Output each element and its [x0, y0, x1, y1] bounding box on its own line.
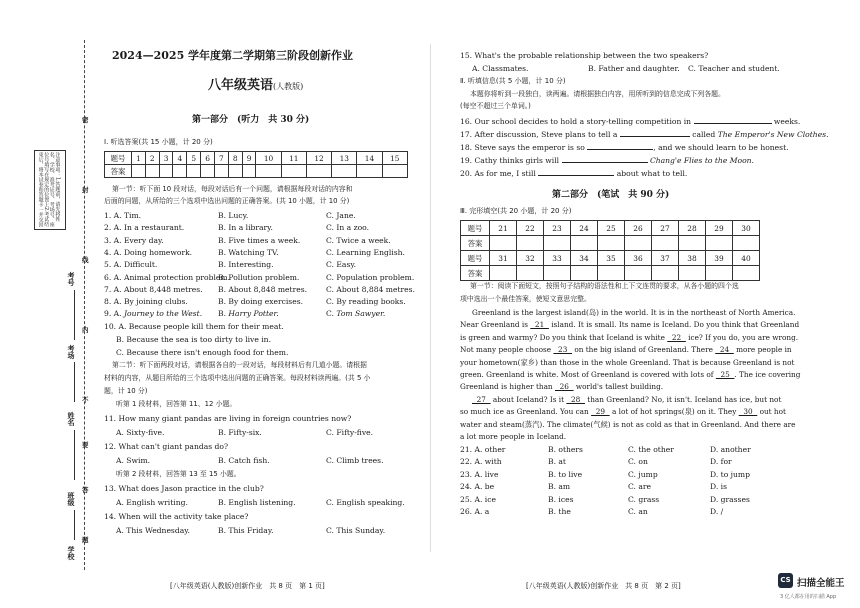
- option: 6. A. Animal protection problem.: [104, 272, 231, 282]
- question-13: 13. What does Jason practice in the club?: [104, 484, 264, 493]
- blank-18[interactable]: [587, 142, 653, 150]
- section1-heading: Ⅰ. 听选答案(共 15 小题，计 20 分): [104, 138, 213, 146]
- field-name-line: [74, 430, 75, 480]
- instruction: 第二节：听下面两段对话，请根据各自的一段对话，每段材料后有几道小题。请根据: [112, 361, 367, 369]
- instruction: 本题你将听到一段独白，读两遍。请根据独白内容，用所听到的信息完成下列各题。: [470, 90, 725, 98]
- option: D. for: [710, 457, 732, 467]
- instruction: (每空不超过三个单词。): [460, 102, 531, 110]
- question-9-c: C. Tom Sawyer.: [326, 309, 386, 318]
- option: B. About 8,848 metres.: [218, 284, 308, 294]
- option: 8. A. By joining clubs.: [104, 297, 188, 307]
- page-divider: [430, 44, 431, 552]
- passage-line: 27 about Iceland? Is it 28 than Greenland? No, it isn't. Iceland has ice, but not: [472, 394, 782, 404]
- option: C. on: [628, 457, 648, 467]
- question-9-b: B. Harry Potter.: [218, 309, 279, 318]
- option: B. Lucy.: [218, 211, 249, 220]
- option: A. Sixty-five.: [116, 428, 165, 437]
- option: B. Five times a week.: [218, 235, 301, 245]
- seal-char: 内: [82, 326, 89, 334]
- section3-heading: Ⅲ. 完形填空(共 20 小题，计 20 分): [460, 207, 572, 215]
- option: C. In a zoo.: [326, 223, 370, 233]
- page-title: 2024—2025 学年度第二学期第三阶段创新作业: [112, 49, 354, 62]
- table-row: 题号 21 22 23 24 25 26 27 28 29 30: [461, 221, 760, 236]
- option: B. Fifty-six.: [218, 428, 262, 437]
- fill-19: 19. Cathy thinks girls will Chang'e Flies to the Moon.: [460, 156, 754, 165]
- table-row: 答案: [461, 266, 760, 281]
- question-10-b: B. Because the sea is too dirty to live in.: [116, 335, 271, 344]
- option: B. Interesting.: [218, 260, 274, 270]
- option: C. This Sunday.: [326, 526, 386, 535]
- passage-line: your hometown(家乡) than those in the whole Greenland. That is because Greenland is not: [460, 357, 795, 367]
- cs-logo-icon: CS: [778, 573, 793, 588]
- option: C. Twice a week.: [326, 235, 391, 245]
- option: B. others: [548, 445, 583, 454]
- passage-line: so much ice as Greenland. You can 29 a lot of hot springs(泉) on it. They 30 out hot: [460, 407, 786, 417]
- option: 3. A. Every day.: [104, 235, 164, 245]
- option: C. are: [628, 482, 652, 492]
- instruction: 第一节：阅读下面短文，按照句子结构的语法性和上下文连贯的要求，从各小题的四个选: [470, 282, 739, 290]
- option: B. In a library.: [218, 223, 273, 233]
- option: B. the: [548, 507, 571, 516]
- table-row: 题号 1 2 3 4 5 6 7 8 9 10 11 12 13 14 15: [105, 152, 408, 165]
- option: 23. A. live: [460, 469, 499, 479]
- option: C. About 8,884 metres.: [326, 284, 415, 294]
- cloze-blank[interactable]: 28: [566, 394, 585, 404]
- option: C. Teacher and student.: [688, 64, 780, 73]
- option: C. By reading books.: [326, 297, 406, 307]
- blank-16[interactable]: [694, 116, 772, 124]
- question-11: 11. How many giant pandas are living in foreign countries now?: [104, 414, 352, 423]
- blank-17[interactable]: [620, 129, 690, 137]
- option: 22. A. with: [460, 457, 502, 467]
- page-footer: [八年级英语(人教版)创新作业 共 8 页 第 1 页]: [170, 582, 325, 590]
- option: C. the other: [628, 445, 674, 454]
- field-name: 姓名: [67, 412, 75, 426]
- fill-16: 16. Our school decides to hold a story-telling competition in weeks.: [460, 117, 801, 126]
- fill-17: 17. After discussion, Steve plans to tell a called The Emperor's New Clothes.: [460, 130, 829, 139]
- cloze-blank[interactable]: 26: [554, 382, 574, 392]
- instruction: 项中选出一个最佳答案，使短文意思完整。: [460, 295, 591, 303]
- option: A. Classmates.: [472, 64, 529, 73]
- question-9: 9. A. Journey to the West.: [104, 309, 203, 318]
- option: D. to jump: [710, 469, 750, 479]
- option: B. Catch fish.: [218, 456, 270, 465]
- option: 4. A. Doing homework.: [104, 247, 193, 257]
- option: B. am: [548, 482, 571, 492]
- question-14: 14. When will the activity take place?: [104, 512, 249, 521]
- option: A. This Wednesday.: [116, 526, 190, 535]
- watermark-name: 扫描全能王: [797, 578, 845, 589]
- blank-19[interactable]: [562, 155, 648, 163]
- watermark-sub: 3 亿人都在用的扫描 App: [780, 594, 837, 600]
- seal-char: 密: [82, 116, 89, 124]
- seal-char: 答: [82, 486, 89, 494]
- option: C. Easy.: [326, 260, 357, 270]
- table-row: 答案: [105, 165, 408, 178]
- option: D. /: [710, 507, 724, 516]
- option: C. Jane.: [326, 211, 356, 220]
- material-1-label: 听第 1 段材料，回答第 11、12 小题。: [116, 400, 237, 408]
- subject-title: 八年级英语(人教版): [208, 78, 304, 93]
- cloze-blank[interactable]: 22: [667, 332, 686, 342]
- option: C. jump: [628, 469, 658, 479]
- seal-char: 题: [82, 536, 89, 544]
- cloze-blank[interactable]: 30: [738, 407, 758, 417]
- field-class: 班级: [67, 492, 75, 506]
- binding-margin: [30, 40, 96, 575]
- cloze-blank[interactable]: 25: [715, 370, 735, 379]
- option: 25. A. ice: [460, 494, 496, 504]
- cloze-blank[interactable]: 27: [472, 394, 491, 404]
- cloze-blank[interactable]: 21: [530, 320, 549, 330]
- option: B. Pollution problem.: [218, 272, 300, 282]
- seal-char: 不: [82, 396, 89, 404]
- seal-char: 线: [82, 256, 89, 264]
- option: D. grasses: [710, 494, 750, 504]
- option: C. English speaking.: [326, 498, 405, 507]
- answer-table-1: [104, 151, 408, 178]
- question-10-a: 10. A. Because people kill them for their meat.: [104, 322, 284, 331]
- part1-heading: 第一部分 (听力 共 30 分): [192, 115, 310, 125]
- option: C. Population problem.: [326, 272, 415, 282]
- instruction: 材料的内容，从题目所给的三个选项中选出问题的正确答案。每段材料读两遍。(共 5 小: [104, 374, 371, 382]
- field-kaohao-line: [74, 290, 75, 340]
- question-12: 12. What can't giant pandas do?: [104, 442, 229, 451]
- instruction: 后面的问题，从所给的三个选项中选出问题的正确答案。(共 10 小题，计 10 分): [104, 197, 350, 205]
- table-row: 答案: [461, 236, 760, 251]
- option: 5. A. Difficult.: [104, 260, 158, 270]
- passage-line: green. Greenland is white. Most of Greenland is covered with lots of 25 . The ice covering: [460, 370, 801, 379]
- option: C. Learning English.: [326, 247, 405, 257]
- blank-20[interactable]: [538, 168, 614, 176]
- option: 24. A. be: [460, 482, 495, 492]
- cloze-blank[interactable]: 29: [591, 407, 610, 417]
- passage-line: a lot more people in Iceland.: [460, 432, 567, 441]
- option: 7. A. About 8,448 metres.: [104, 284, 203, 294]
- page-footer: [八年级英语(人教版)创新作业 共 8 页 第 2 页]: [526, 582, 681, 590]
- field-kaochang-line: [74, 362, 75, 402]
- passage-line: Not many people choose 23 on the big island of Greenland. There 24 more people in: [460, 345, 792, 355]
- option: 2. A. In a restaurant.: [104, 223, 185, 233]
- option: B. This Friday.: [218, 526, 274, 535]
- option: 1. A. Tim.: [104, 211, 142, 220]
- option: D. is: [710, 482, 727, 492]
- passage-line: is green and warmy? Do you think that Iceland is white 22 ice? If you do, you are wrong.: [460, 332, 799, 342]
- field-kaohao: 考号: [67, 272, 75, 286]
- option: A. English writing.: [116, 498, 188, 507]
- passage-line: water and steam(蒸汽). The climate(气候) is not as cold as that in Greenland. And there are: [460, 419, 796, 429]
- option: C. grass: [628, 494, 660, 504]
- option: B. to live: [548, 469, 583, 479]
- option: B. at: [548, 457, 566, 467]
- option: C. Climb trees.: [326, 456, 384, 465]
- option: B. By doing exercises.: [218, 297, 304, 307]
- option: B. ices: [548, 494, 574, 504]
- passage-line: Greenland is higher than 26 world's tallest building.: [460, 382, 664, 392]
- field-school: 学校: [67, 546, 75, 560]
- material-2-label: 听第 2 段材料，回答第 13 至 15 小题。: [116, 470, 241, 478]
- cloze-blank[interactable]: 24: [715, 345, 734, 355]
- notice-text: 注意事项：1.答题前，请先将姓名、学校、准考证号、考场号、座位号填写在规定的位置上2.考试结束后，将本试卷和答题卡一并交回: [37, 152, 61, 227]
- part2-heading: 第二部分 (笔试 共 90 分): [552, 190, 670, 200]
- passage-line: Near Greenland is 21 island. It is small. Its name is Iceland. Do you think that Greenland: [460, 320, 800, 330]
- question-10-c: C. Because there isn't enough food for them.: [116, 348, 289, 357]
- option: B. Father and daughter.: [588, 64, 680, 73]
- table-row: 题号 31 32 33 34 35 36 37 38 39 40: [461, 251, 760, 266]
- cloze-blank[interactable]: 23: [553, 345, 572, 355]
- option: B. English listening.: [218, 498, 296, 507]
- section2-heading: Ⅱ. 听填信息(共 5 小题，计 10 分): [460, 77, 566, 85]
- answer-table-2: [460, 220, 760, 281]
- seal-char: 封: [82, 186, 89, 194]
- fill-20: 20. As for me, I still about what to tell.: [460, 169, 688, 178]
- instruction: 第一节：听下面 10 段对话，每段对话后有一个问题，请根据每段对话的内容和: [112, 185, 353, 193]
- option: C. an: [628, 507, 648, 516]
- option: 26. A. a: [460, 507, 490, 516]
- option: 21. A. other: [460, 445, 506, 454]
- question-15: 15. What's the probable relationship between the two speakers?: [460, 51, 709, 60]
- field-class-line: [74, 510, 75, 540]
- field-kaochang: 考场: [67, 345, 75, 359]
- seal-char: 要: [82, 441, 89, 449]
- option: C. Fifty-five.: [326, 428, 374, 437]
- fill-18: 18. Steve says the emperor is so , and we should learn to be honest.: [460, 143, 789, 152]
- option: D. another: [710, 445, 751, 454]
- option: B. Watching TV.: [218, 247, 279, 257]
- left-page: [98, 40, 420, 600]
- instruction: 题，计 10 分): [104, 387, 148, 395]
- passage-line: Greenland is the largest island(岛) in the world. It is in the northeast of North America.: [472, 308, 796, 317]
- option: A. Swim.: [116, 456, 151, 465]
